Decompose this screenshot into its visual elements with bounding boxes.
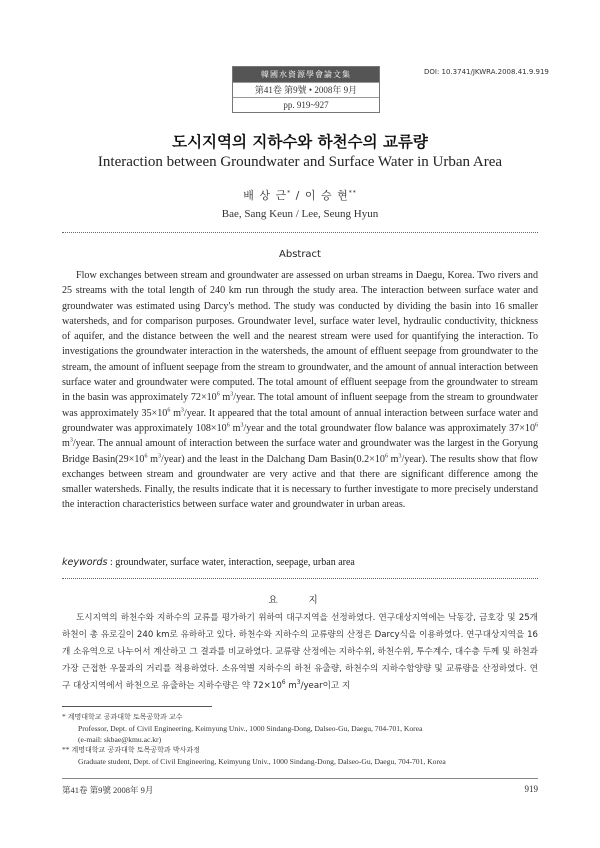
footnote-2: ** 계명대학교 공과대학 토목공학과 박사과정 Graduate student, Dept. of Civil Engineering, Keimyung Univ., 1000 Sindang-Dong, Dalseo-Gu, Daegu, 704-701, Korea: [62, 745, 446, 766]
authors-korean: [0, 187, 600, 203]
author-1: 배 상 근: [243, 189, 288, 202]
journal-volume: 第41卷 第9號 • 2008年 9月: [233, 82, 379, 97]
author-separator: /: [291, 189, 305, 202]
abstract-paragraph: Flow exchanges between stream and groundwater are assessed on urban streams in Daegu, Korea. Two rivers and 25 streams with the total length of 240 km run through the study area. The interaction between surface water and groundwater was estimated using Darcy's method. The study was conducted by dividing the basin into 16 smaller watersheds, and for comparison purposes. Groundwater level, surface water level, hydraulic conductivity, thickness of aquifer, and the distance between the well and the nearest stream were used for quantifying the interaction. To investigations the groundwater interaction in the watersheds, the amount of effluent seepage from groundwater to the stream, the amount of influent seepage from the stream to groundwater, and the amount of annual interaction between surface water and groundwater were computed. The total amount of effluent seepage from the groundwater to stream in the basin was approximately $72\times 10^6$ $m^3$/year. The total amount of influent seepage from the stream to groundwater was approximately $35\times 10^6$ $m^3$/year. It appeared that the total amount of annual interaction between surface water and groundwater was approximately $108\times 10^6$ $m^3$/year and the total groundwater flow balance was approximately $37\times 10^6$ $m^3$/year. The annual amount of interaction between the surface water and groundwater was the largest in the Goryung Bridge $Basin(29\times 10^6$ $m^3/year$) and the least in the Dalchang Dam $Basin(0.2\times 10^6$ $m^3/year$). The results show that flow exchanges between stream and groundwater are very active and that there are significant difference among the smaller watersheds. Finally, the results indicate that it is necessary to further investigate to more precisely understand the interaction characteristics between surface water and groundwater in urban areas.: [62, 270, 539, 511]
title-english: Interaction between Groundwater and Surface Water in Urban Area: [97, 154, 503, 170]
abstract-body: [62, 268, 538, 513]
author-1-mark: *: [287, 189, 292, 197]
authors-english: Bae, Sang Keun / Lee, Seung Hyun: [221, 208, 379, 220]
divider-middle: [62, 578, 538, 579]
korean-abstract-paragraph: 도시지역의 하천수와 지하수의 교류를 평가하기 위하여 대구지역을 선정하였다. 연구대상지역에는 낙동강, 금호강 및 25개 하천이 총 유로길이 240 km로 유하하고 있다. 하천수와 지하수의 교류량의 산정은 Darcy식을 이용하였다. 연구대상지역을 16개 소유역으로 나누어서 계산하고 그 결과를 비교하였다. 교류량 산정에는 지하수위, 하천수위, 투수계수, 대수층 두께 및 하천과 가장 근접한 우물과의 거리를 적용하였다. 소유역별 지하수의 하천 유출량, 하천수의 지하수함양량 및 교류량을 산정하였다. 연구 대상지역에서 하천으로 유출하는 지하수량은 약 $72\times 10^6$ $m^3$/year이고 지: [62, 613, 538, 691]
keywords-text: groundwater, surface water, interaction, seepage, urban area: [115, 557, 355, 568]
korean-abstract-heading: 요 지: [268, 595, 332, 606]
journal-name: 韓國水資源學會論文集: [233, 67, 379, 82]
korean-abstract-body: [62, 610, 538, 695]
author-2: 이 승 현: [304, 189, 349, 202]
footnote-email[interactable]: (e-mail: skbae@kmu.ac.kr): [78, 735, 162, 744]
footer-rule: [62, 778, 538, 779]
journal-pages: pp. 919~927: [233, 97, 379, 112]
title-korean: 도시지역의 지하수와 하천수의 교류량: [172, 133, 428, 151]
doi-label[interactable]: DOI: 10.3741/JKWRA.2008.41.9.919: [424, 68, 549, 76]
footer-issue: 第41卷 第9號 2008年 9月: [62, 785, 154, 795]
page-number: 919: [524, 784, 538, 794]
keywords-line: keywords : groundwater, surface water, interaction, seepage, urban area: [62, 557, 355, 568]
journal-info-box: [232, 66, 380, 113]
footnote-rule: [62, 706, 212, 707]
author-2-mark: **: [348, 189, 357, 197]
divider-top: [62, 232, 538, 233]
abstract-heading: Abstract: [279, 249, 321, 260]
keywords-label: keywords: [62, 557, 108, 568]
footnote-1: * 계명대학교 공과대학 토목공학과 교수 Professor, Dept. of Civil Engineering, Keimyung Univ., 1000 Sindang-Dong, Dalseo-Gu, Daegu, 704-701, Korea (e-mail: skbae@kmu.ac.kr): [62, 711, 538, 745]
